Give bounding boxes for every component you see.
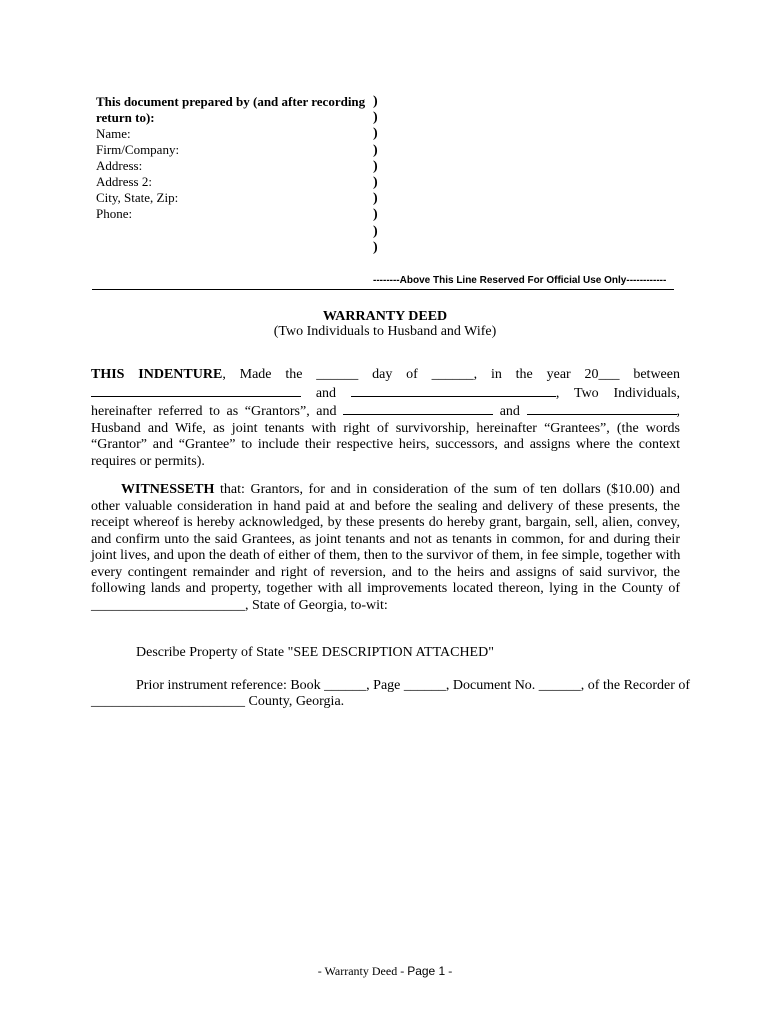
prepared-by-heading-line1: This document prepared by (and after recording [96,94,366,109]
witnesseth-line1-text: that: Grantors, for and in consideration of the sum of ten dollars ($10.00) and [214,482,680,497]
witnesseth-line-8: ______________________, State of Georgia, to-wit: [91,597,388,613]
grantors-ref-text: hereinafter referred to as “Grantors”, and [91,404,337,419]
indenture-line-3 [91,402,680,421]
witnesseth-line-4: and confirm unto the said Grantees, as joint tenants and not as tenants in common, for and during their [91,531,680,547]
indenture-line-4: Husband and Wife, as joint tenants with right of survivorship, hereinafter “Grantees”, (the words [91,420,680,436]
official-use-line: --------Above This Line Reserved For Official Use Only------------ [373,275,667,286]
footer-suffix: - [445,964,453,978]
bracket-char: ) [373,158,378,174]
field-phone-label: Phone: [96,206,133,221]
document-subtitle: (Two Individuals to Husband and Wife) [273,324,497,339]
bracket-char: ) [373,207,378,223]
field-address-label: Address: [96,158,143,173]
and-text: and [499,404,520,419]
prepared-by-block [96,94,365,222]
bracket-char: ) [373,223,378,239]
witnesseth-paragraph [91,482,680,614]
field-address2-label: Address 2: [96,174,152,189]
bracket-char: ) [373,191,378,207]
comma-text: , [676,404,681,419]
prepared-by-heading-line2: return to): [96,110,155,125]
indenture-line-5: “Grantor” and “Grantee” to include their respective heirs, successors, and assigns where the context [91,437,680,452]
property-description: Describe Property of State "SEE DESCRIPTION ATTACHED" [136,645,494,660]
prior-instrument-line1: Prior instrument reference: Book ______, Page ______, Document No. ______, of the Recorder of [136,678,691,693]
witnesseth-line-7: following lands and property, together with all improvements located thereon, lying in the County of [91,581,680,596]
witnesseth-line-6: every contingent remainder and right of reversion, and to the heirs and assigns of said survivor, the [91,564,680,580]
indenture-line-2 [91,384,680,403]
indenture-line-1 [91,367,680,384]
bracket-column [373,94,378,256]
document-title: WARRANTY DEED [322,309,448,324]
page-number: Page 1 [407,964,446,978]
witnesseth-line-5: joint lives, and upon the death of either of them, then to the survivor of them, in fee simple, together with [91,548,681,563]
witnesseth-line-1 [91,482,680,499]
field-name-label: Name: [96,126,131,141]
page-footer [0,964,770,979]
footer-text: - Warranty Deed - [317,964,408,978]
bracket-char: ) [373,94,378,109]
indenture-line-6: requires or permits). [91,453,205,469]
field-firm-label: Firm/Company: [96,142,180,157]
bracket-char: ) [373,110,378,126]
prior-instrument-line2: ______________________ County, Georgia. [91,694,345,709]
field-city-state-zip-label: City, State, Zip: [96,190,179,205]
indenture-line1-text: , Made the ______ day of ______, in the year 20___ between [222,367,680,382]
grantee2-blank [527,402,677,415]
bracket-char: ) [373,142,378,158]
grantor2-blank [351,384,556,397]
and-text: and [315,385,337,401]
grantor1-blank [91,384,301,397]
witnesseth-line-2: other valuable consideration in hand paid at and before the sealing and delivery of these presents, the [91,498,680,514]
indenture-paragraph [91,367,680,470]
bracket-char: ) [373,239,378,255]
bracket-char: ) [373,174,378,190]
witnesseth-lead: WITNESSETH [121,482,215,497]
grantee1-blank [343,402,493,415]
two-individuals-text: , Two Individuals, [555,385,681,401]
recording-divider [92,289,674,290]
indenture-lead: THIS INDENTURE [91,367,223,382]
witnesseth-line-3: receipt whereof is hereby acknowledged, by these presents do hereby grant, bargain, sell, alien, convey, [91,515,680,530]
bracket-char: ) [373,126,378,142]
